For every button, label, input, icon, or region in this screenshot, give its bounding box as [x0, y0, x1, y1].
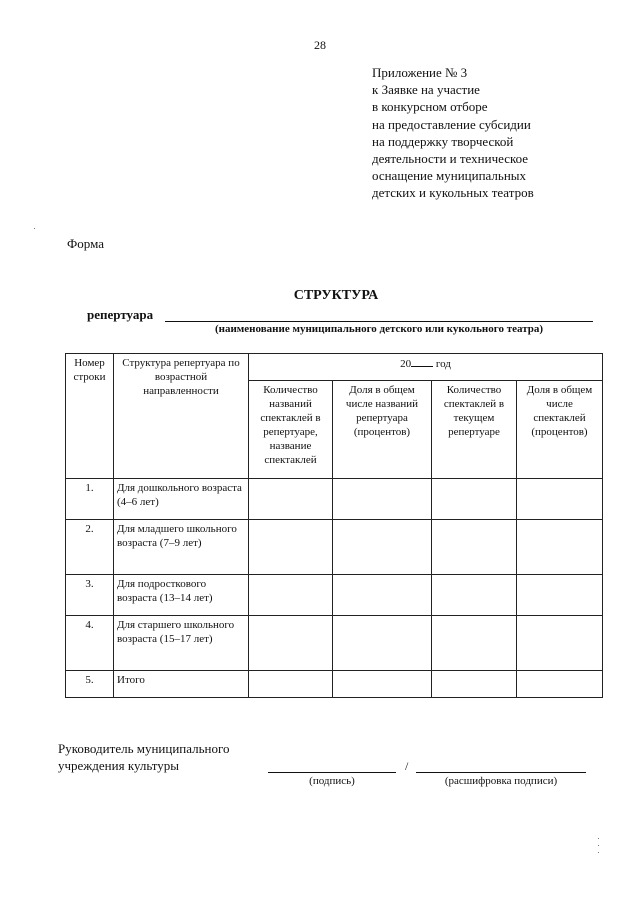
empty-cell — [432, 479, 517, 520]
scan-speck — [34, 228, 35, 229]
row-label: Для старшего школьного возраста (15–17 лет) — [114, 616, 249, 671]
row-number: 3. — [66, 575, 114, 616]
empty-cell — [517, 616, 603, 671]
table-header-row — [66, 354, 603, 381]
table-row — [66, 520, 603, 575]
empty-cell — [333, 479, 432, 520]
table-row — [66, 575, 603, 616]
empty-cell — [517, 520, 603, 575]
empty-cell — [333, 575, 432, 616]
appendix-note — [372, 64, 534, 202]
signature-caption: (подпись) — [309, 775, 355, 787]
appendix-line: на предоставление субсидии — [372, 116, 531, 132]
appendix-line: детских и кукольных театров — [372, 185, 534, 201]
repertoire-label: репертуара — [87, 307, 154, 322]
empty-cell — [517, 671, 603, 698]
empty-cell — [432, 520, 517, 575]
row-number: 5. — [66, 671, 114, 698]
header-row-number: Номер строки — [66, 354, 114, 479]
row-label: Для младшего школьного возраста (7–9 лет) — [114, 520, 249, 575]
header-structure: Структура репертуара по возрастной направленности — [114, 354, 249, 479]
header-year — [249, 354, 603, 381]
year-blank — [411, 356, 433, 367]
table-row — [66, 479, 603, 520]
empty-cell — [249, 520, 333, 575]
signatory-line: учреждения культуры — [58, 758, 180, 773]
repertoire-caption: (наименование муниципального детского или кукольного театра) — [214, 323, 544, 335]
repertoire-table — [65, 353, 603, 698]
subheader-titles-count: Количество названий спектаклей в репертуаре, название спектаклей — [249, 381, 333, 479]
empty-cell — [333, 616, 432, 671]
empty-cell — [333, 671, 432, 698]
subheader-performances-share: Доля в общем числе спектаклей (процентов) — [517, 381, 603, 479]
appendix-line: на поддержку творческой — [372, 133, 514, 149]
table-row — [66, 616, 603, 671]
empty-cell — [517, 479, 603, 520]
appendix-line: Приложение № 3 — [372, 65, 468, 80]
scan-speck — [598, 838, 599, 839]
empty-cell — [517, 575, 603, 616]
year-suffix: год — [435, 358, 451, 370]
form-label: Форма — [67, 236, 104, 251]
appendix-line: деятельности и техническое — [372, 151, 529, 167]
appendix-line: к Заявке на участие — [372, 82, 480, 98]
page-number: 28 — [314, 38, 326, 52]
empty-cell — [333, 520, 432, 575]
empty-cell — [432, 616, 517, 671]
subheader-performances-count: Количество спектаклей в текущем репертуаре — [432, 381, 517, 479]
scan-speck — [598, 852, 599, 853]
empty-cell — [432, 671, 517, 698]
subheader-titles-share: Доля в общем числе названий репертуара (процентов) — [333, 381, 432, 479]
signature-separator: / — [405, 759, 409, 773]
document-title: СТРУКТУРА — [293, 288, 379, 303]
signatory-line: Руководитель муниципального — [58, 741, 230, 756]
repertoire-fill-line — [165, 321, 593, 322]
row-label: Итого — [114, 671, 249, 698]
scan-speck — [598, 845, 599, 846]
year-prefix: 20 — [400, 358, 412, 370]
row-number: 4. — [66, 616, 114, 671]
signature-line — [268, 772, 396, 773]
empty-cell — [249, 479, 333, 520]
empty-cell — [249, 616, 333, 671]
appendix-line: в конкурсном отборе — [372, 99, 488, 115]
table-row — [66, 671, 603, 698]
appendix-line: оснащение муниципальных — [372, 168, 527, 184]
empty-cell — [249, 575, 333, 616]
signature-decode-line — [416, 772, 586, 773]
signatory-title — [58, 740, 230, 774]
signature-decode-caption: (расшифровка подписи) — [444, 775, 558, 787]
empty-cell — [432, 575, 517, 616]
row-label: Для дошкольного возраста (4–6 лет) — [114, 479, 249, 520]
row-label: Для подросткового возраста (13–14 лет) — [114, 575, 249, 616]
row-number: 1. — [66, 479, 114, 520]
row-number: 2. — [66, 520, 114, 575]
empty-cell — [249, 671, 333, 698]
